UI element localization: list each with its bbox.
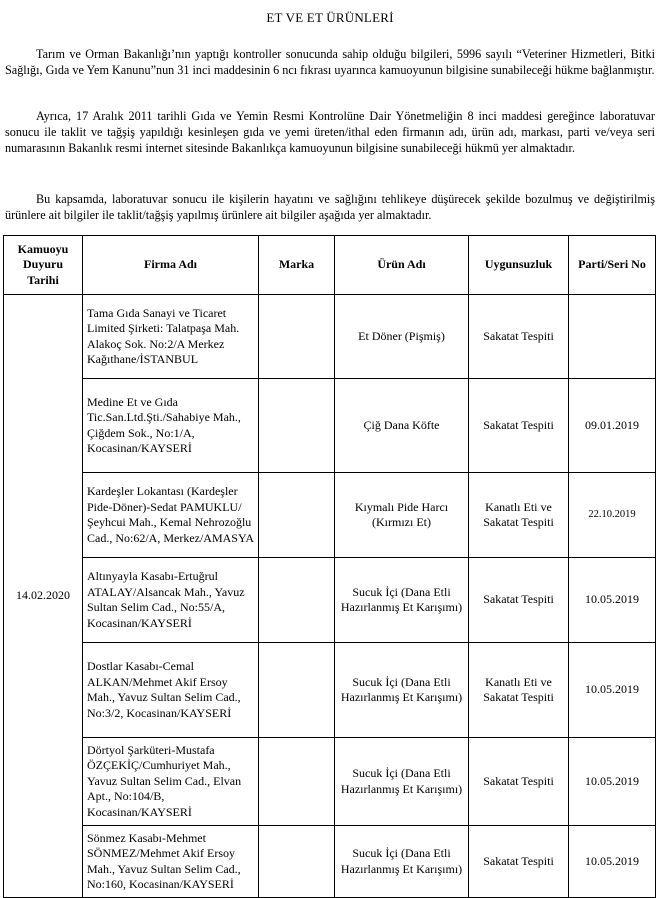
nonconformity-cell: Sakatat Tespiti — [469, 379, 569, 473]
nonconformity-cell: Sakatat Tespiti — [469, 826, 569, 898]
table-row — [4, 558, 656, 643]
nonconformity-cell: Sakatat Tespiti — [469, 738, 569, 826]
product-cell: Sucuk İçi (Dana Etli Hazırlanmış Et Karışımı) — [335, 826, 469, 898]
header-product: Ürün Adı — [335, 236, 469, 295]
intro-paragraph-1: Tarım ve Orman Bakanlığı’nın yaptığı kontroller sonucunda sahip olduğu bilgileri, 5996 sayılı “Veteriner Hizmetleri, Bitki Sağlığı, Gıda ve Yem Kanunu”nun 31 inci maddesinin 6 ncı fıkrası uyarınca kamuoyunun bilgisine sunabileceği hükme bağlanmıştır. — [5, 47, 655, 77]
nonconformity-cell: Sakatat Tespiti — [469, 558, 569, 643]
batch-cell: 22.10.2019 — [569, 473, 656, 558]
batch-cell: 10.05.2019 — [569, 643, 656, 738]
firm-cell: Altınyayla Kasabı-Ertuğrul ATALAY/Alsancak Mah., Yavuz Sultan Selim Cad., No:55/A, Kocasinan/KAYSERİ — [83, 558, 259, 643]
brand-cell — [259, 826, 335, 898]
table-row — [4, 295, 656, 379]
brand-cell — [259, 643, 335, 738]
firm-cell: Kardeşler Lokantası (Kardeşler Pide-Döner)-Sedat PAMUKLU/Şeyhcui Mah., Kemal Nehrozoğlu Cad., No:62/A, Merkez/AMASYA — [83, 473, 259, 558]
announcement-date: 14.02.2020 — [4, 295, 83, 898]
firm-cell: Medine Et ve Gıda Tic.San.Ltd.Şti./Sahabiye Mah., Çiğdem Sok., No:1/A, Kocasinan/KAYSERİ — [83, 379, 259, 473]
table-row — [4, 379, 656, 473]
table-row — [4, 473, 656, 558]
batch-cell: 10.05.2019 — [569, 738, 656, 826]
batch-cell: 10.05.2019 — [569, 826, 656, 898]
product-cell: Sucuk İçi (Dana Etli Hazırlanmış Et Karışımı) — [335, 738, 469, 826]
nonconformity-cell: Kanatlı Eti ve Sakatat Tespiti — [469, 643, 569, 738]
header-nonconformity: Uygunsuzluk — [469, 236, 569, 295]
batch-cell: 09.01.2019 — [569, 379, 656, 473]
brand-cell — [259, 473, 335, 558]
brand-cell — [259, 379, 335, 473]
table-row — [4, 738, 656, 826]
table-row — [4, 826, 656, 898]
batch-cell: 10.05.2019 — [569, 558, 656, 643]
table-row — [4, 643, 656, 738]
brand-cell — [259, 295, 335, 379]
product-cell: Çiğ Dana Köfte — [335, 379, 469, 473]
firm-cell: Sönmez Kasabı-Mehmet SÖNMEZ/Mehmet Akif Ersoy Mah., Yavuz Sultan Selim Cad., No:160, Kocasinan/KAYSERİ — [83, 826, 259, 898]
header-batch: Parti/Seri No — [569, 236, 656, 295]
nonconformity-cell: Kanatlı Eti ve Sakatat Tespiti — [469, 473, 569, 558]
header-brand: Marka — [259, 236, 335, 295]
intro-paragraph-3: Bu kapsamda, laboratuvar sonucu ile kişilerin hayatını ve sağlığını tehlikeye düşürecek şekilde bozulmuş ve değiştirilmiş ürünlere ait bilgiler ile taklit/tağşiş yapılmış ürünlere ait bilgiler aşağıda yer almaktadır. — [5, 192, 655, 222]
firm-cell: Dostlar Kasabı-Cemal ALKAN/Mehmet Akif Ersoy Mah., Yavuz Sultan Selim Cad., No:3/2, Kocasinan/KAYSERİ — [83, 643, 259, 738]
nonconformity-cell: Sakatat Tespiti — [469, 295, 569, 379]
header-date: Kamuoyu Duyuru Tarihi — [4, 236, 83, 295]
document-title: ET VE ET ÜRÜNLERİ — [266, 10, 394, 25]
product-cell: Kıymalı Pide Harcı (Kırmızı Et) — [335, 473, 469, 558]
product-cell: Et Döner (Pişmiş) — [335, 295, 469, 379]
header-firm: Firma Adı — [83, 236, 259, 295]
firm-cell: Tama Gıda Sanayi ve Ticaret Limited Şirketi: Talatpaşa Mah. Alakoç Sok. No:2/A Merkez Kağıthane/İSTANBUL — [83, 295, 259, 379]
firm-cell: Dörtyol Şarküteri-Mustafa ÖZÇEKİÇ/Cumhuriyet Mah., Yavuz Sultan Selim Cad., Elvan Apt., No:104/B, Kocasinan/KAYSERİ — [83, 738, 259, 826]
batch-cell — [569, 295, 656, 379]
product-table — [3, 235, 656, 898]
table-header-row — [4, 236, 656, 295]
product-cell: Sucuk İçi (Dana Etli Hazırlanmış Et Karışımı) — [335, 558, 469, 643]
brand-cell — [259, 738, 335, 826]
brand-cell — [259, 558, 335, 643]
intro-paragraph-2: Ayrıca, 17 Aralık 2011 tarihli Gıda ve Yemin Resmi Kontrolüne Dair Yönetmeliğin 8 inci maddesi gereğince laboratuvar sonucu ile taklit ve tağşiş yapıldığı kesinleşen gıda ve yemi üreten/ithal eden firmanın adı, ürün adı, markası, parti ve/veya seri numarasının Bakanlık resmi internet sitesinde Bakanlıkça kamuoyunun bilgisine sunabileceği hükmü yer almaktadır. — [5, 109, 655, 155]
product-cell: Sucuk İçi (Dana Etli Hazırlanmış Et Karışımı) — [335, 643, 469, 738]
